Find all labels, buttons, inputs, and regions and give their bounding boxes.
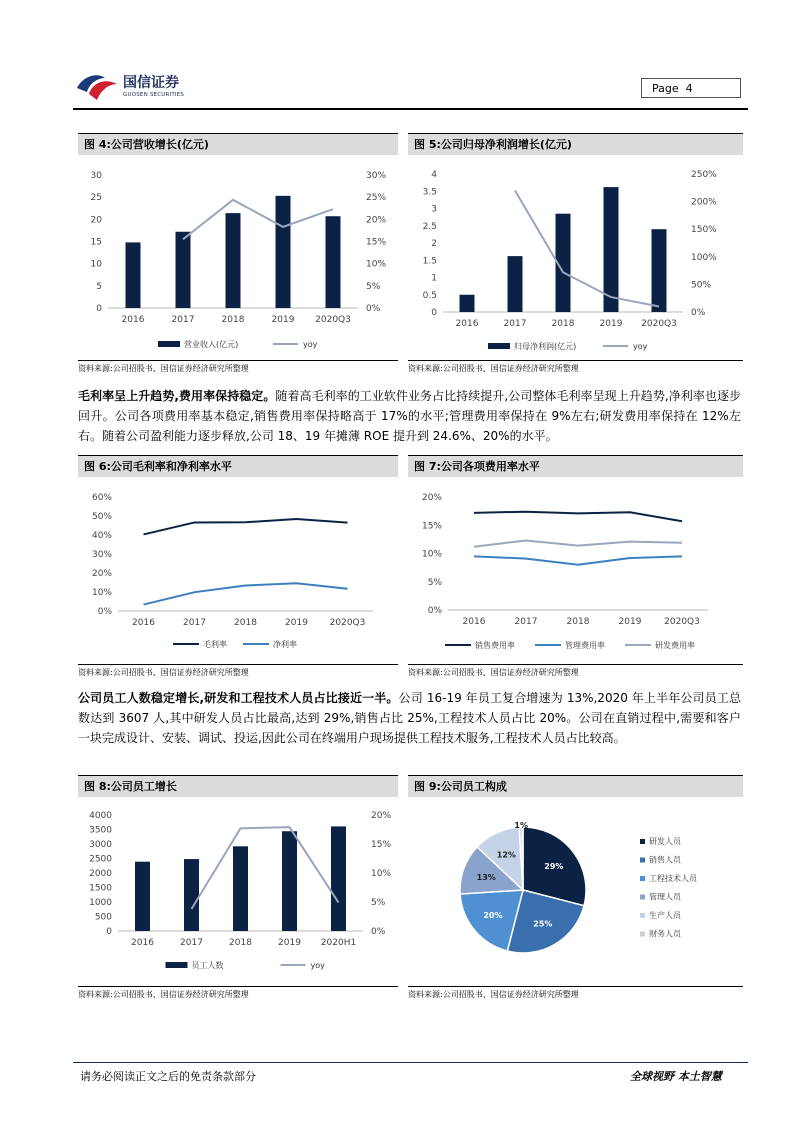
figure-8-source: 资料来源:公司招股书、国信证券经济研究所整理 [78,986,398,1000]
fig9-slice-label: 13% [476,872,496,882]
fig8-left-axis-tick-label: 1000 [89,898,112,908]
fig4-left-axis-tick-label: 15 [90,237,102,248]
fig5-left-axis-tick-label: 1.5 [422,256,437,267]
fig4-x-tick-label: 2017 [171,315,195,325]
paragraph-staff [78,688,741,748]
fig6-y-axis-tick-label: 40% [91,531,112,541]
fig7-x-tick-label: 2017 [514,617,538,627]
fig8-legend-bar-swatch [166,962,188,968]
figure-6-title: 图 6:公司毛利率和净利率水平 [78,455,398,477]
fig8-left-axis-tick-label: 2000 [89,869,112,879]
fig9-legend-label: 研发人员 [649,837,681,846]
fig5-right-axis-tick-label: 150% [691,225,717,236]
page-label: Page [652,82,679,95]
fig6-y-axis-tick-label: 10% [91,588,112,598]
fig9-legend-swatch [640,858,645,863]
fig8-bar [331,826,346,931]
fig4-bar [226,213,241,308]
fig6-x-tick-label: 2019 [285,618,308,628]
fig5-legend-bar-label: 归母净利润(亿元) [514,342,577,351]
fig8-x-tick-label: 2017 [180,938,203,948]
fig6-series-line [144,519,348,534]
fig9-slice-label: 29% [544,862,564,872]
footer-slogan: 全球视野 本土智慧 [630,1070,722,1083]
fig4-right-axis-tick-label: 0% [366,304,381,314]
fig8-yoy-line [192,827,339,909]
paragraph-staff-body: 公司 16-19 年员工复合增速为 13%,2020 年上半年公司员工总数达到 3607 人,其中研发人员占比最高,达到 29%,销售占比 25%,工程技术人员占比 20%。公司在直销过程中,需要和客户一块完成设计、安装、调试、投运,因此公司在终端用户现场提供工程技术服务,工程技术人员占比较高。 [78,691,742,745]
paragraph-margins-body: 随着高毛利率的工业软件业务占比持续提升,公司整体毛利率呈现上升趋势,净利率也逐步回升。公司各项费用率基本稳定,销售费用率保持略高于 17%的水平;管理费用率保持在 9%左右;研发费用率保持在 12%左右。随着公司盈利能力逐步释放,公司 18、19 年摊薄 ROE 提升到 24.6%、20%的水平。 [78,389,742,443]
fig8-bar [233,846,248,931]
fig4-left-axis-tick-label: 20 [90,215,102,226]
fig7-y-axis-tick-label: 15% [421,521,442,532]
fig6-x-tick-label: 2016 [132,618,155,628]
fig6-y-axis-tick-label: 50% [91,512,112,522]
fig6-legend-label: 净利率 [273,640,297,649]
fig7-series-line [474,541,682,547]
fig7-series-line [474,556,682,564]
fig4-legend-line-label: yoy [303,340,318,349]
fig8-legend-bar-label: 员工人数 [191,961,224,970]
fig8-bar [282,831,297,931]
page-indicator [641,78,741,98]
fig9-slice-label: 25% [533,919,553,929]
fig4-yoy-line [183,200,333,239]
fig8-right-axis-tick-label: 5% [371,898,386,908]
fig5-right-axis-tick-label: 0% [691,308,706,318]
fig8-left-axis-tick-label: 3500 [89,825,112,836]
paragraph-staff-lead: 公司员工人数稳定增长,研发和工程技术人员占比接近一半。 [78,691,399,705]
logo-chinese-name: 国信证券 [123,75,179,91]
figure-7-chart [408,480,743,660]
fig6-y-axis-tick-label: 20% [91,569,112,579]
page-number: 4 [685,82,693,95]
fig9-legend-label: 销售人员 [649,855,681,865]
figure-6-source: 资料来源:公司招股书、国信证券经济研究所整理 [78,664,398,678]
header-divider [73,108,748,110]
fig8-legend-line-label: yoy [310,961,325,970]
fig4-right-axis-tick-label: 20% [366,215,387,226]
fig4-right-axis-tick-label: 30% [366,171,387,181]
fig4-x-tick-label: 2016 [121,315,145,325]
fig6-y-axis-tick-label: 60% [91,493,112,503]
fig5-x-tick-label: 2017 [503,319,527,329]
fig4-x-tick-label: 2019 [271,315,295,325]
fig4-right-axis-tick-label: 5% [366,281,381,292]
fig5-x-tick-label: 2016 [455,319,479,329]
fig5-right-axis-tick-label: 100% [691,252,717,263]
fig9-legend-label: 管理人员 [649,892,681,902]
logo-mark-icon [75,70,119,102]
fig4-bar [176,232,191,308]
fig9-legend-swatch [640,895,645,900]
fig7-series-line [474,512,682,522]
fig8-x-tick-label: 2020H1 [320,938,357,948]
paragraph-margins-lead: 毛利率呈上升趋势,费用率保持稳定。 [78,389,276,403]
fig8-bar [184,859,199,931]
figure-5-chart [408,158,743,358]
figure-7-title: 图 7:公司各项费用率水平 [408,455,743,477]
fig5-x-tick-label: 2019 [599,319,623,329]
fig9-slice-label: 12% [496,850,516,860]
fig6-series-line [144,583,348,604]
logo [75,70,205,102]
fig5-left-axis-tick-label: 0 [431,308,437,318]
fig9-legend-label: 生产人员 [649,911,681,920]
fig4-x-tick-label: 2020Q3 [315,315,351,325]
fig8-left-axis-tick-label: 4000 [89,811,112,821]
fig5-bar [460,295,475,312]
fig8-right-axis-tick-label: 20% [371,811,392,821]
fig7-x-tick-label: 2018 [566,617,590,627]
fig8-x-tick-label: 2016 [131,938,154,948]
fig4-legend-bar-label: 营业收入(亿元) [184,340,239,349]
fig4-left-axis-tick-label: 0 [96,304,102,314]
fig4-right-axis-tick-label: 25% [366,193,387,204]
fig8-right-axis-tick-label: 15% [371,840,392,850]
fig5-right-axis-tick-label: 50% [691,280,712,291]
fig5-left-axis-tick-label: 2 [431,239,437,249]
fig4-bar [276,196,291,308]
fig8-right-axis-tick-label: 0% [371,927,386,937]
fig7-y-axis-tick-label: 10% [421,549,442,560]
fig9-legend-swatch [640,932,645,937]
fig7-y-axis-tick-label: 20% [421,493,442,503]
footer-divider [73,1062,748,1063]
fig9-slice-label: 1% [514,821,528,831]
figure-8-title: 图 8:公司员工增长 [78,775,398,797]
fig5-right-axis-tick-label: 200% [691,197,717,208]
figure-5-source: 资料来源:公司招股书、国信证券经济研究所整理 [408,360,743,374]
fig8-right-axis-tick-label: 10% [371,869,392,879]
fig6-y-axis-tick-label: 30% [91,550,112,560]
fig5-legend-line-label: yoy [633,342,648,351]
fig8-left-axis-tick-label: 2500 [89,854,112,865]
fig5-left-axis-tick-label: 1 [431,273,437,284]
fig9-legend-swatch [640,839,645,844]
fig5-left-axis-tick-label: 3 [431,204,437,215]
fig6-y-axis-tick-label: 0% [97,607,112,617]
fig7-y-axis-tick-label: 5% [427,577,442,588]
fig7-legend-label: 销售费用率 [475,641,515,650]
fig7-legend-label: 研发费用率 [655,641,695,650]
fig4-left-axis-tick-label: 10 [90,259,102,270]
fig5-x-tick-label: 2020Q3 [641,319,677,329]
fig5-left-axis-tick-label: 3.5 [422,187,437,198]
fig5-left-axis-tick-label: 2.5 [422,221,437,232]
fig7-y-axis-tick-label: 0% [427,606,442,616]
fig7-x-tick-label: 2016 [462,617,486,627]
fig9-legend-label: 财务人员 [649,929,681,939]
fig8-bar [135,862,150,931]
fig5-right-axis-tick-label: 250% [691,170,717,180]
paragraph-margins [78,386,741,446]
fig5-bar [652,229,667,312]
figure-9-source: 资料来源:公司招股书、国信证券经济研究所整理 [408,986,743,1000]
figure-9-title: 图 9:公司员工构成 [408,775,743,797]
fig5-left-axis-tick-label: 0.5 [422,290,437,301]
figure-4-source: 资料来源:公司招股书、国信证券经济研究所整理 [78,360,398,374]
fig5-legend-bar-swatch [488,343,510,349]
fig4-x-tick-label: 2018 [221,315,245,325]
fig5-bar [508,256,523,312]
fig9-slice-label: 20% [483,910,503,920]
figure-7-source: 资料来源:公司招股书、国信证券经济研究所整理 [408,664,743,678]
fig6-x-tick-label: 2018 [234,618,257,628]
fig8-left-axis-tick-label: 500 [94,912,112,923]
fig8-x-tick-label: 2019 [278,938,301,948]
figure-4-title: 图 4:公司营收增长(亿元) [78,133,398,155]
fig5-yoy-line [515,191,659,307]
fig6-x-tick-label: 2020Q3 [329,618,366,628]
fig4-left-axis-tick-label: 5 [96,281,102,292]
footer-disclaimer: 请务必阅读正文之后的免责条款部分 [80,1070,256,1083]
figure-5-title: 图 5:公司归母净利润增长(亿元) [408,133,743,155]
fig6-x-tick-label: 2017 [183,618,206,628]
fig8-left-axis-tick-label: 3000 [89,840,112,850]
fig6-legend-label: 毛利率 [203,640,227,649]
fig4-right-axis-tick-label: 15% [366,237,387,248]
fig4-right-axis-tick-label: 10% [366,259,387,270]
fig7-x-tick-label: 2019 [618,617,642,627]
logo-english-name: GUOSEN SECURITIES [123,92,185,98]
fig9-legend-swatch [640,913,645,918]
figure-9-chart [408,800,743,980]
fig9-legend-swatch [640,876,645,881]
figure-6-chart [78,480,398,660]
fig5-left-axis-tick-label: 4 [431,170,437,180]
fig4-bar [326,216,341,308]
fig7-legend-label: 管理费用率 [565,641,605,650]
fig4-bar [126,242,141,308]
figure-4-chart [78,158,398,358]
fig4-left-axis-tick-label: 30 [90,171,102,181]
fig9-legend-label: 工程技术人员 [649,874,697,883]
fig7-x-tick-label: 2020Q3 [664,617,700,627]
fig8-left-axis-tick-label: 1500 [89,883,112,894]
fig4-legend-bar-swatch [158,341,180,347]
figure-8-chart [78,800,398,980]
fig8-left-axis-tick-label: 0 [106,927,112,937]
fig8-x-tick-label: 2018 [229,938,252,948]
fig4-left-axis-tick-label: 25 [90,193,102,204]
fig5-x-tick-label: 2018 [551,319,575,329]
